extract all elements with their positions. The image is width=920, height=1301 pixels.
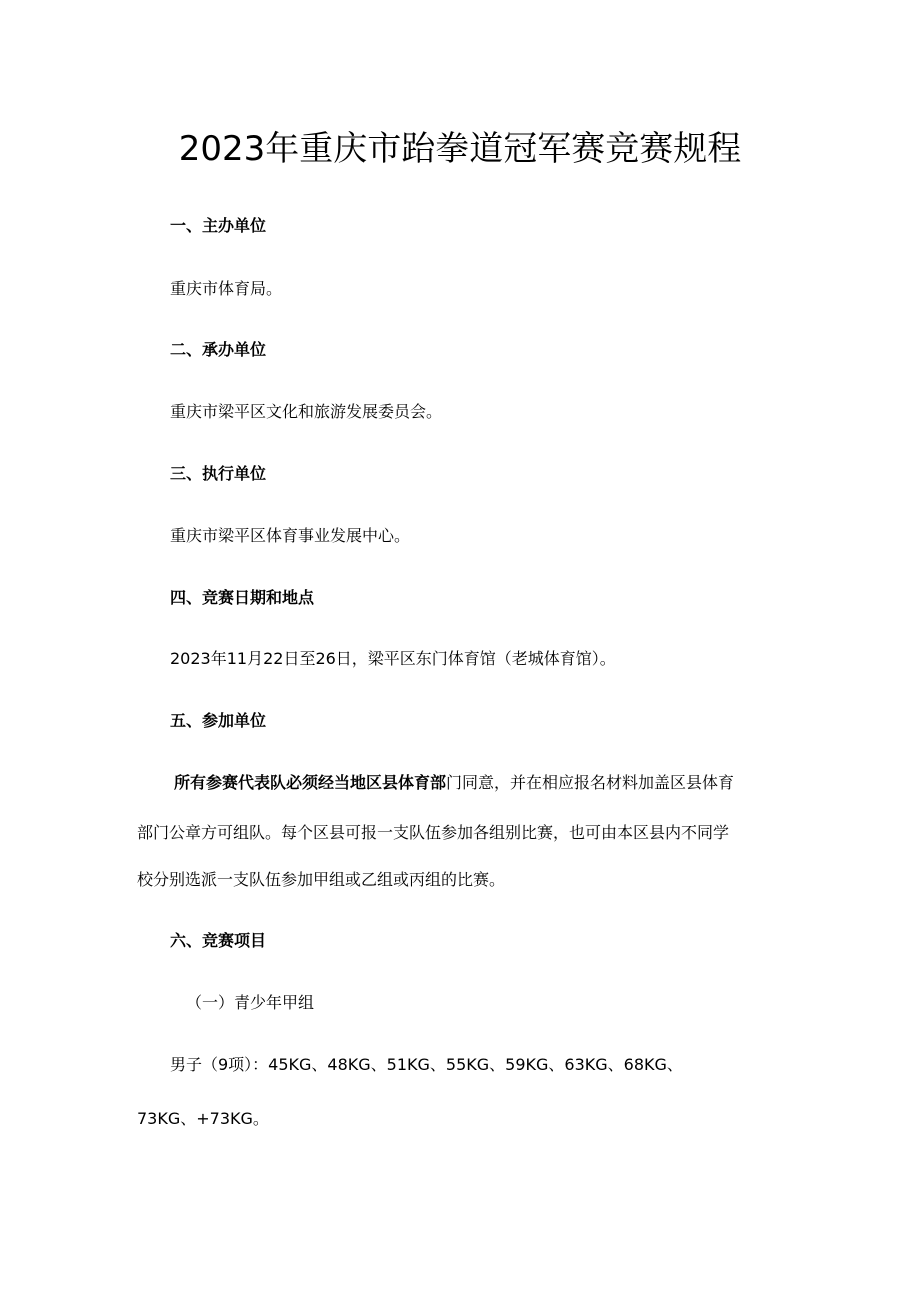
section-heading-events: 六、竞赛项目	[170, 931, 267, 950]
section-heading-participants: 五、参加单位	[170, 711, 267, 730]
participants-paragraph-line1	[174, 772, 734, 794]
section-heading-executor: 三、执行单位	[170, 464, 267, 483]
participants-paragraph-line3: 校分别选派一支队伍参加甲组或乙组或丙组的比赛。	[137, 870, 506, 889]
men-weight-classes-line2: 73KG、+73KG。	[137, 1109, 269, 1128]
participants-rest-text: 门同意，并在相应报名材料加盖区县体育	[446, 773, 735, 792]
section-heading-undertaker: 二、承办单位	[170, 340, 267, 359]
participants-paragraph-line2: 部门公章方可组队。每个区县可报一支队伍参加各组别比赛，也可由本区县内不同学	[137, 823, 730, 842]
section-heading-organizer: 一、主办单位	[170, 216, 267, 235]
section-body-organizer: 重庆市体育局。	[170, 279, 283, 298]
participants-bold-text: 所有参赛代表队必须经当地区县体育部	[174, 773, 447, 792]
document-title: 2023年重庆市跆拳道冠军赛竞赛规程	[178, 129, 742, 169]
section-body-executor: 重庆市梁平区体育事业发展中心。	[170, 526, 411, 545]
section-body-undertaker: 重庆市梁平区文化和旅游发展委员会。	[170, 402, 443, 421]
section-heading-date-venue: 四、竞赛日期和地点	[170, 588, 315, 607]
section-body-date-venue: 2023年11月22日至26日，梁平区东门体育馆（老城体育馆）。	[170, 649, 616, 668]
men-weight-classes-line1: 男子（9项）：45KG、48KG、51KG、55KG、59KG、63KG、68KG、	[170, 1055, 683, 1074]
subsection-heading-youth-a: （一）青少年甲组	[186, 993, 315, 1012]
